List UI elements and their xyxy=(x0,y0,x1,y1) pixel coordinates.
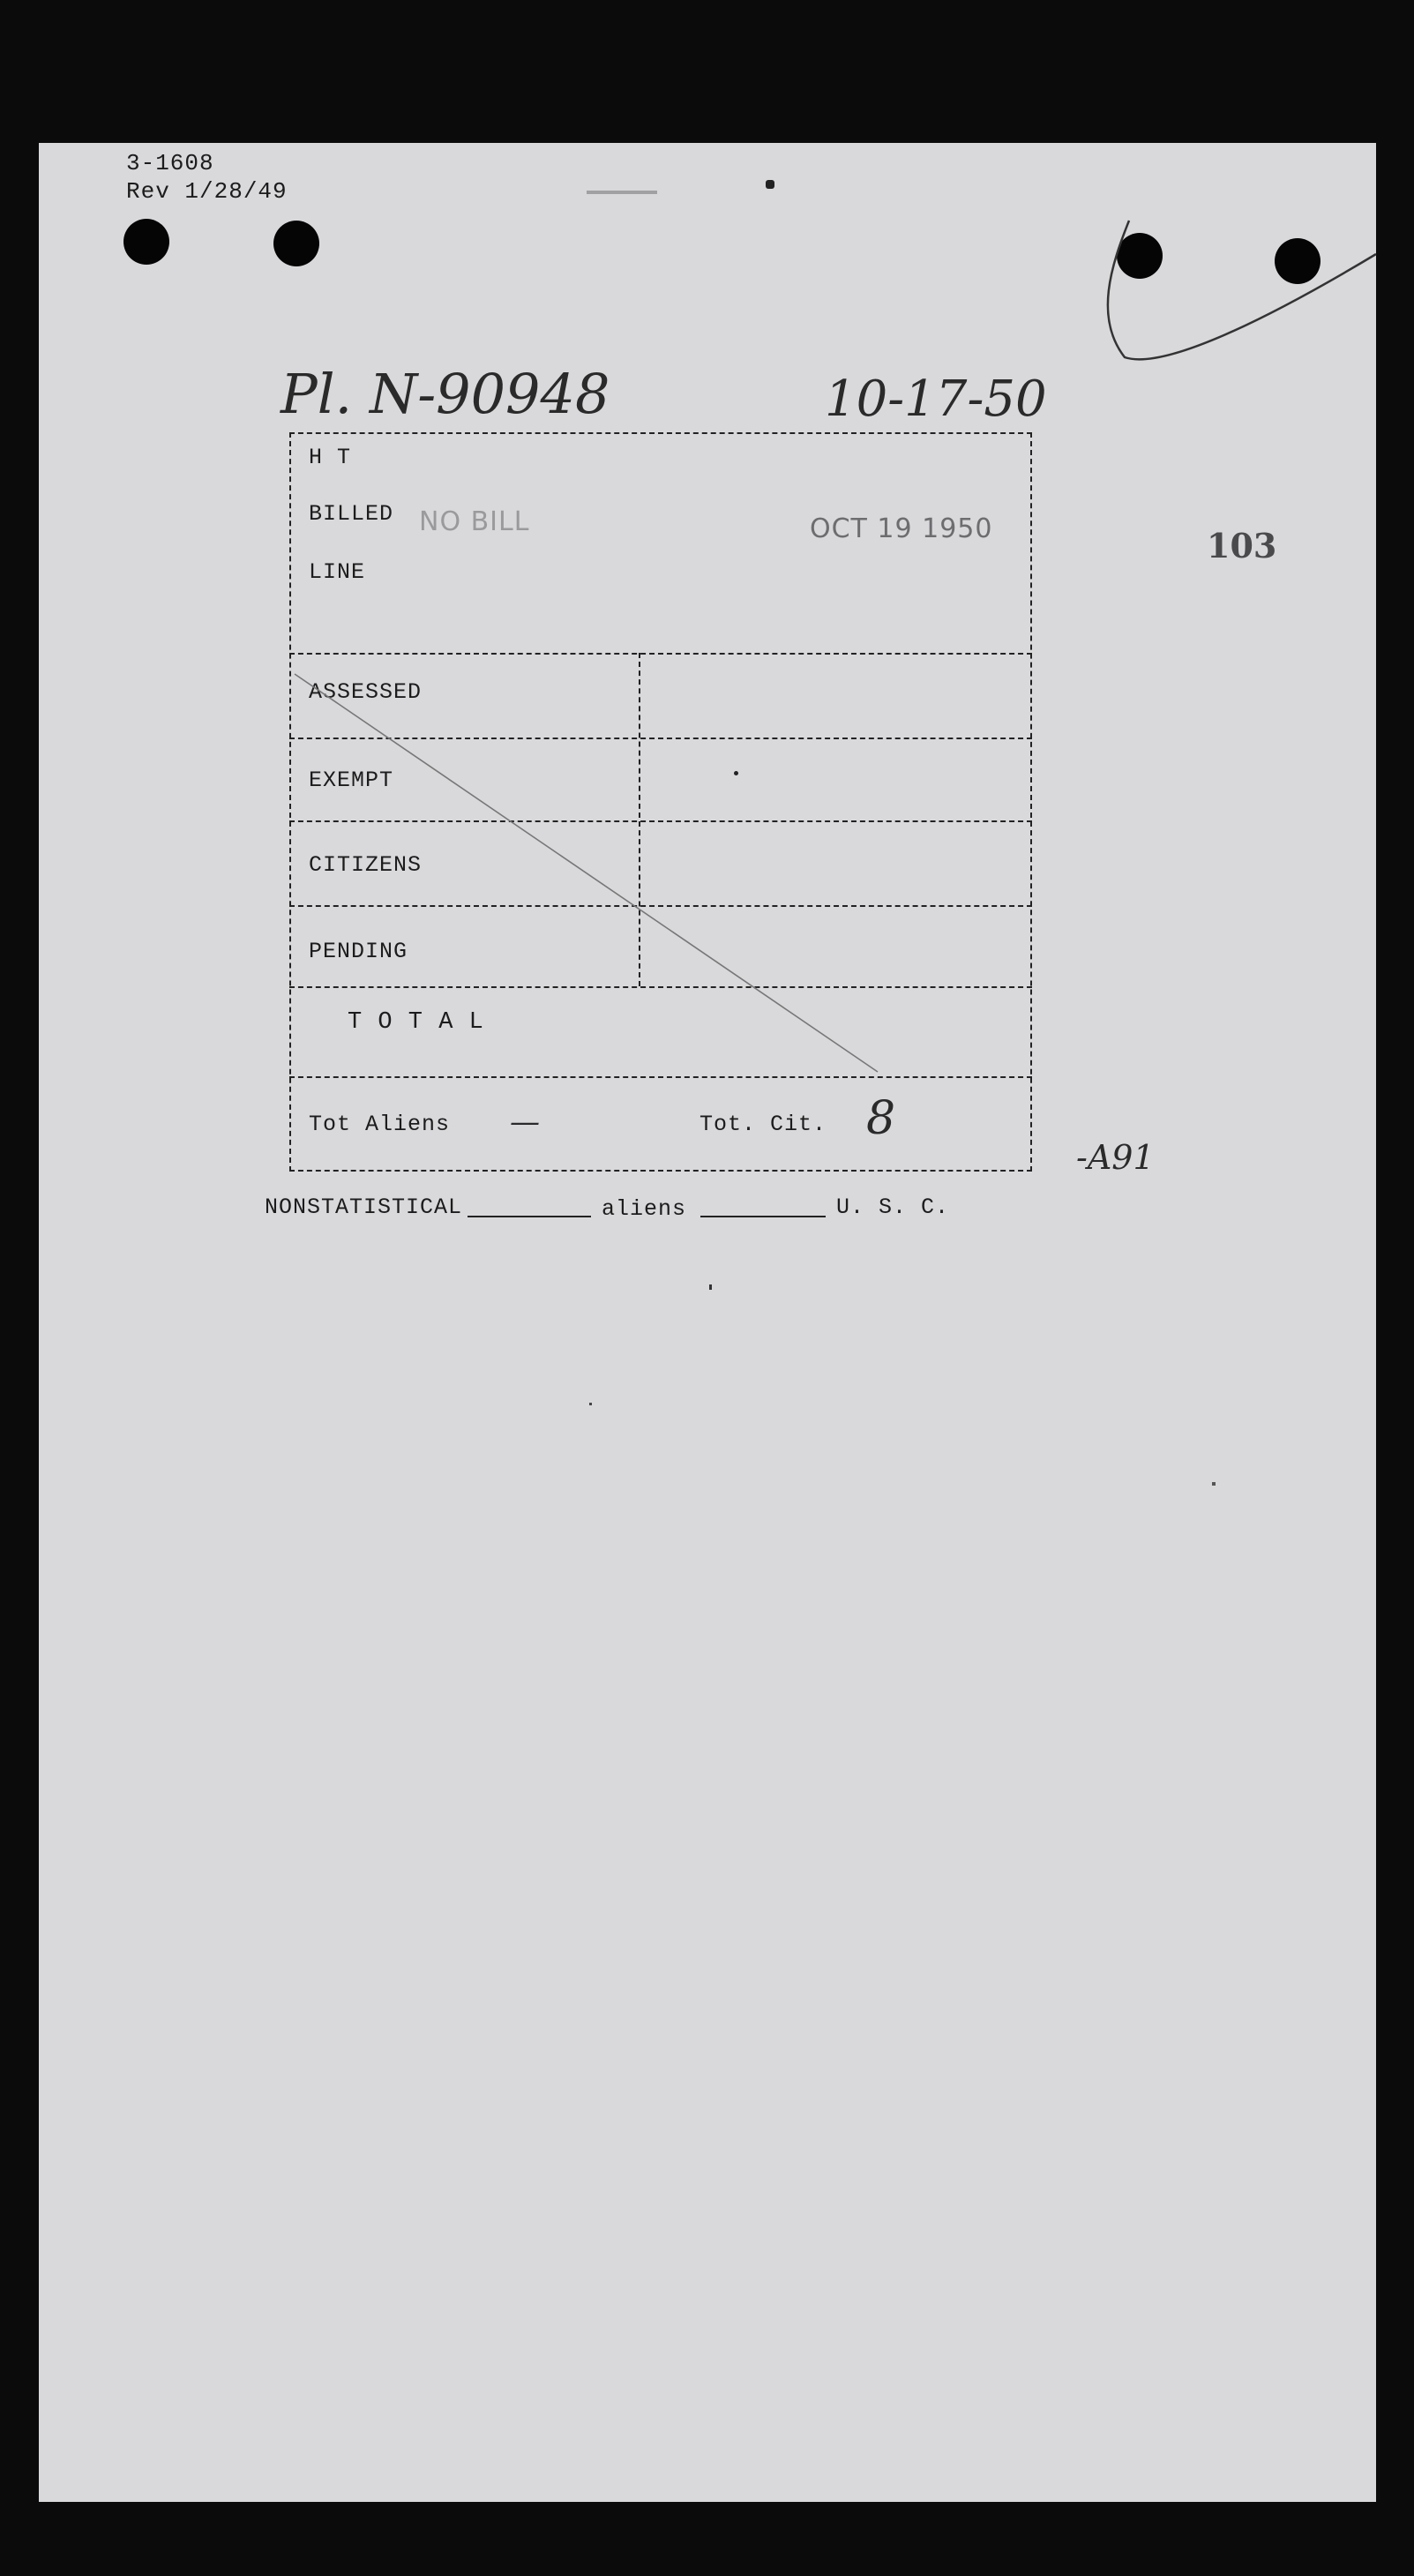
tot-cit-label: Tot. Cit. xyxy=(700,1112,827,1137)
aliens-blank xyxy=(700,1216,826,1217)
row-label-pending: PENDING xyxy=(309,939,408,964)
aliens-label: aliens xyxy=(602,1196,687,1222)
nonstatistical-label: NONSTATISTICAL xyxy=(265,1194,463,1220)
tot-aliens-value: — xyxy=(510,1105,540,1140)
billed-label: BILLED xyxy=(309,501,394,527)
handwritten-reference: Pl. N-90948 xyxy=(281,362,610,426)
date-received-stamp: OCT 19 1950 xyxy=(810,513,993,544)
stray-speck xyxy=(589,1403,592,1405)
form-revision: Rev 1/28/49 xyxy=(126,178,288,205)
row-label-exempt: EXEMPT xyxy=(309,768,394,793)
stray-speck xyxy=(709,1284,712,1290)
line-label: LINE xyxy=(309,559,366,585)
form-divider xyxy=(289,653,1032,655)
form-number: 3-1608 xyxy=(126,150,214,176)
no-bill-stamp: NO BILL xyxy=(419,506,530,537)
nonstatistical-blank xyxy=(468,1216,591,1217)
total-label: T O T A L xyxy=(348,1009,484,1036)
punch-hole-top-left-2 xyxy=(273,221,319,266)
pen-curve-mark xyxy=(1094,212,1385,371)
form-divider xyxy=(289,1076,1032,1078)
tot-aliens-label: Tot Aliens xyxy=(309,1112,451,1137)
row-label-citizens: CITIZENS xyxy=(309,852,423,878)
row-label-assessed: ASSESSED xyxy=(309,679,423,705)
faint-mark xyxy=(766,180,774,189)
stray-speck xyxy=(1212,1482,1216,1486)
tot-cit-value: 8 xyxy=(866,1092,896,1145)
faint-mark xyxy=(587,191,657,194)
handwritten-side-note: -A91 xyxy=(1076,1138,1155,1177)
usc-label: U. S. C. xyxy=(836,1194,950,1220)
punch-hole-top-left-1 xyxy=(123,219,169,265)
page-number: 103 xyxy=(1207,526,1277,565)
handwritten-date: 10-17-50 xyxy=(825,371,1047,428)
ht-label: H T xyxy=(309,445,352,470)
